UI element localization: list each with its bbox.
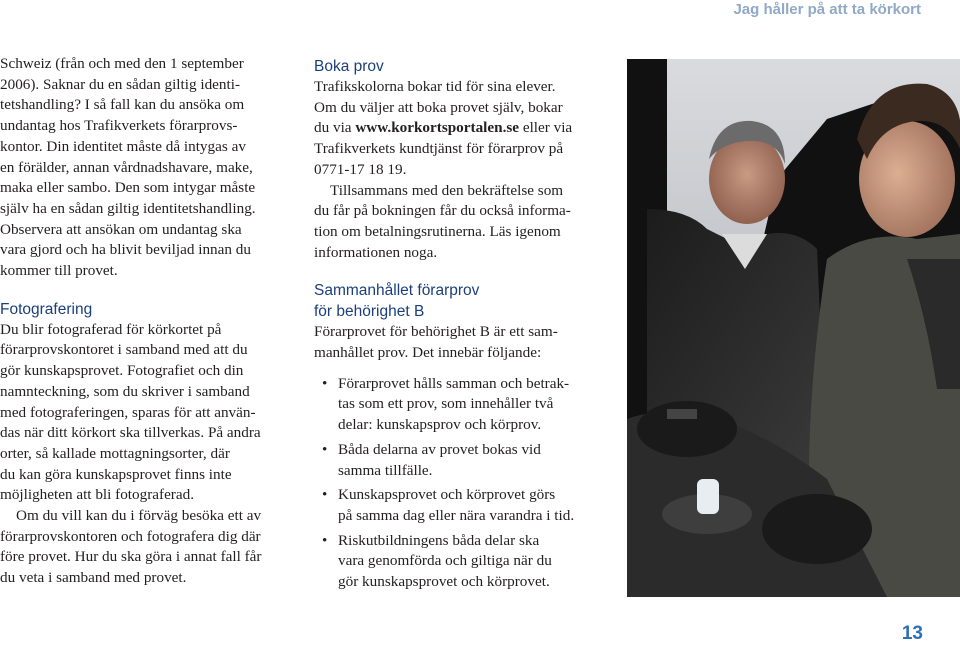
list-item: • Riskutbildningens båda delar ska vara genomförda och giltiga när du gör kunskapsprovet och körprovet. [322, 531, 552, 591]
column-left [0, 54, 300, 589]
running-header: Jag håller på att ta körkort [733, 1, 921, 18]
section-heading-boka-prov: Boka prov [314, 58, 384, 75]
bullet-icon: • [322, 531, 328, 549]
body-paragraph-identity: Schweiz (från och med den 1 september 2006). Saknar du en sådan giltig identi- tetshandling? I så fall kan du ansöka om undantag hos Trafikverkets förarprovs- kontor. Din identitet måste då intygas av en förälder, annan vårdnadshavare, make, maka eller sambo. Den som intygar måste själv ha en sådan giltig identitetshandling. Observera att ansökan om undantag ska vara gjord och ha blivit beviljad innan du kommer till provet. [0, 55, 256, 280]
body-paragraph-confirmation: Tillsammans med den bekräftelse som du får på bokningen får du också informa- tion om betalningsrutinerna. Läs igenom informationen noga. [314, 181, 571, 261]
booking-website-link[interactable]: www.korkortsportalen.se [355, 119, 520, 137]
bullet-icon: • [322, 440, 328, 458]
photo-driving-test [627, 59, 960, 597]
column-middle [314, 56, 614, 597]
bullet-icon: • [322, 486, 328, 504]
body-paragraph-combined-test: Förarprovet för behörighet B är ett sam- manhållet prov. Det innebär följande: [314, 323, 558, 362]
page-number: 13 [901, 623, 923, 644]
section-heading-sammanhallet: Sammanhållet förarprov för behörighet B [314, 282, 480, 321]
list-item: • Förarprovet hålls samman och betrak- tas som ett prov, som innehåller två delar: kunskapsprov och körprov. [322, 374, 570, 434]
phone-number: 0771-17 18 19. [314, 160, 407, 178]
bullet-list [314, 374, 614, 593]
bullet-icon: • [322, 374, 328, 392]
section-heading-fotografering: Fotografering [0, 300, 93, 318]
body-paragraph-photo-visit: Om du vill kan du i förväg besöka ett av förarprovskontoren och fotografera dig där före provet. Hur du ska göra i annat fall får du veta i samband med provet. [0, 507, 262, 587]
body-paragraph-photo: Du blir fotograferad för körkortet på förarprovskontoret i samband med att du gör kunskapsprovet. Fotografiet och din namnteckning, som du skriver i samband med fotograferingen, sparas för att använ- das när ditt körkort ska tillverkas. På andra orter, så kallade mottagningsorter, där du kan göra kunskapsprovet finns inte möjligheten att bli fotograferad. [0, 320, 261, 504]
list-item: • Kunskapsprovet och körprovet görs på samma dag eller nära varandra i tid. [322, 486, 575, 524]
body-paragraph-booking: Trafikskolorna bokar tid för sina elever. Om du väljer att boka provet själv, bokar du via www.korkortsportalen.se eller via Trafikverkets kundtjänst för förarprov på 0771-17 18 19. [314, 78, 573, 178]
list-item: • Båda delarna av provet bokas vid samma tillfälle. [322, 440, 541, 479]
